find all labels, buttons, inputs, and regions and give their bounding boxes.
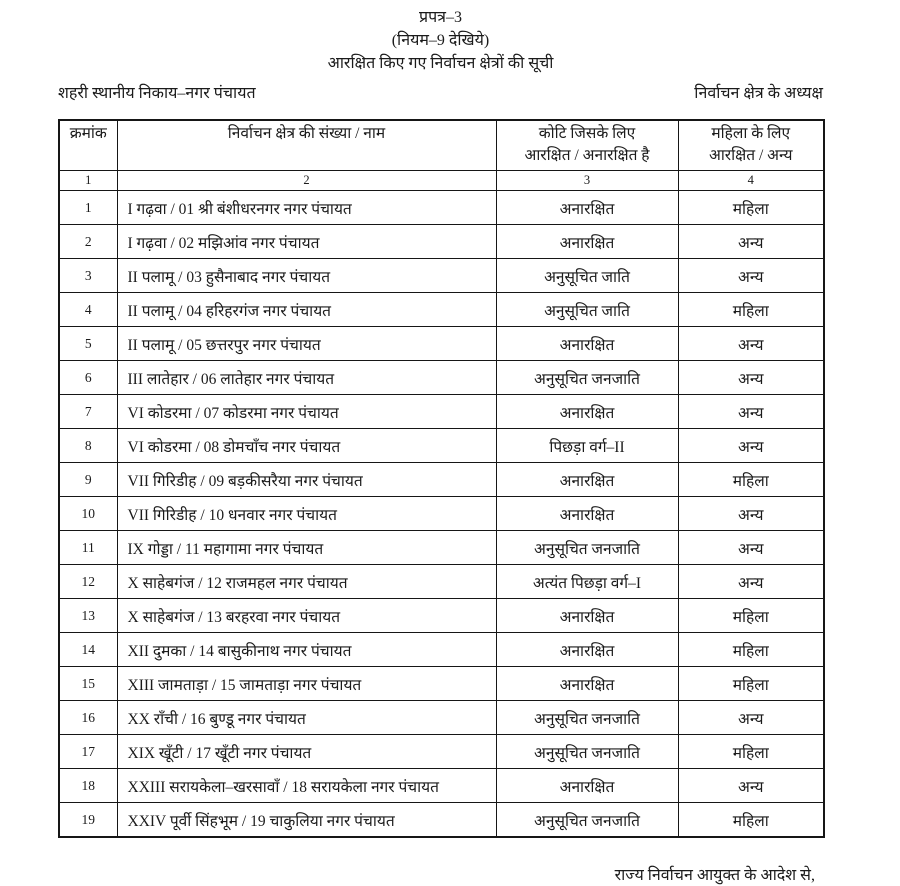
cell-serial: 18 xyxy=(59,769,117,803)
table-row xyxy=(59,769,824,803)
col-header-women-line2: आरक्षित / अन्य xyxy=(708,147,793,164)
document-title: आरक्षित किए गए निर्वाचन क्षेत्रों की सूची xyxy=(327,55,554,72)
cell-constituency: VI कोडरमा / 07 कोडरमा नगर पंचायत xyxy=(117,395,496,429)
cell-serial: 12 xyxy=(59,565,117,599)
cell-constituency: II पलामू / 04 हरिहरगंज नगर पंचायत xyxy=(117,293,496,327)
column-number-2: 2 xyxy=(117,171,496,191)
cell-category: अनारक्षित xyxy=(496,667,678,701)
cell-reservation: अन्य xyxy=(678,531,824,565)
cell-reservation: अन्य xyxy=(678,701,824,735)
cell-category: अनुसूचित जनजाति xyxy=(496,531,678,565)
cell-reservation: महिला xyxy=(678,633,824,667)
table-row xyxy=(59,497,824,531)
form-number: प्रपत्र–3 xyxy=(418,9,463,26)
cell-constituency: X साहेबगंज / 13 बरहरवा नगर पंचायत xyxy=(117,599,496,633)
col-header-category-line1: कोटि जिसके लिए xyxy=(538,125,636,142)
col-header-category xyxy=(496,120,678,171)
cell-category: अत्यंत पिछड़ा वर्ग–I xyxy=(496,565,678,599)
cell-serial: 11 xyxy=(59,531,117,565)
cell-serial: 1 xyxy=(59,191,117,225)
cell-reservation: अन्य xyxy=(678,259,824,293)
table-row xyxy=(59,531,824,565)
table-row xyxy=(59,191,824,225)
cell-serial: 6 xyxy=(59,361,117,395)
cell-category: अनुसूचित जनजाति xyxy=(496,701,678,735)
table-row xyxy=(59,701,824,735)
table-row xyxy=(59,599,824,633)
cell-reservation: अन्य xyxy=(678,497,824,531)
table-body xyxy=(59,191,824,838)
cell-reservation: अन्य xyxy=(678,361,824,395)
cell-category: अनुसूचित जनजाति xyxy=(496,735,678,769)
table-row xyxy=(59,633,824,667)
body-type-label: शहरी स्थानीय निकाय–नगर पंचायत xyxy=(58,85,256,102)
col-header-category-line2: आरक्षित / अनारक्षित है xyxy=(524,147,650,164)
cell-category: पिछड़ा वर्ग–II xyxy=(496,429,678,463)
table-row xyxy=(59,667,824,701)
subheader-row xyxy=(58,84,823,104)
cell-reservation: महिला xyxy=(678,463,824,497)
column-number-row xyxy=(59,171,824,191)
cell-serial: 13 xyxy=(59,599,117,633)
cell-constituency: XIII जामताड़ा / 15 जामताड़ा नगर पंचायत xyxy=(117,667,496,701)
chairperson-label: निर्वाचन क्षेत्र के अध्यक्ष xyxy=(694,85,823,102)
cell-constituency: VII गिरिडीह / 10 धनवार नगर पंचायत xyxy=(117,497,496,531)
cell-category: अनुसूचित जनजाति xyxy=(496,803,678,838)
cell-serial: 10 xyxy=(59,497,117,531)
cell-reservation: महिला xyxy=(678,667,824,701)
col-header-constituency xyxy=(117,120,496,171)
footer-order-line: राज्य निर्वाचन आयुक्त के आदेश से, xyxy=(614,867,815,884)
cell-constituency: XXIV पूर्वी सिंहभूम / 19 चाकुलिया नगर पंचायत xyxy=(117,803,496,838)
cell-category: अनारक्षित xyxy=(496,599,678,633)
table-row xyxy=(59,429,824,463)
table-row xyxy=(59,259,824,293)
column-number-3: 3 xyxy=(496,171,678,191)
cell-constituency: XIX खूँटी / 17 खूँटी नगर पंचायत xyxy=(117,735,496,769)
table-row xyxy=(59,395,824,429)
col-header-women xyxy=(678,120,824,171)
rule-reference: (नियम–9 देखिये) xyxy=(391,32,490,49)
cell-category: अनारक्षित xyxy=(496,395,678,429)
col-header-constituency-label: निर्वाचन क्षेत्र की संख्या / नाम xyxy=(227,125,386,142)
cell-category: अनारक्षित xyxy=(496,633,678,667)
cell-constituency: XX राँची / 16 बुण्डू नगर पंचायत xyxy=(117,701,496,735)
cell-constituency: IX गोड्डा / 11 महागामा नगर पंचायत xyxy=(117,531,496,565)
cell-category: अनुसूचित जाति xyxy=(496,259,678,293)
cell-serial: 9 xyxy=(59,463,117,497)
cell-serial: 15 xyxy=(59,667,117,701)
cell-serial: 16 xyxy=(59,701,117,735)
cell-constituency: II पलामू / 05 छत्तरपुर नगर पंचायत xyxy=(117,327,496,361)
cell-reservation: महिला xyxy=(678,803,824,838)
cell-category: अनुसूचित जाति xyxy=(496,293,678,327)
cell-category: अनारक्षित xyxy=(496,769,678,803)
cell-serial: 7 xyxy=(59,395,117,429)
cell-reservation: अन्य xyxy=(678,769,824,803)
cell-serial: 14 xyxy=(59,633,117,667)
column-number-1: 1 xyxy=(59,171,117,191)
cell-reservation: अन्य xyxy=(678,565,824,599)
cell-category: अनारक्षित xyxy=(496,497,678,531)
col-header-serial-label: क्रमांक xyxy=(69,125,107,142)
table-header xyxy=(59,120,824,191)
col-header-serial xyxy=(59,120,117,171)
cell-serial: 4 xyxy=(59,293,117,327)
table-row xyxy=(59,463,824,497)
cell-constituency: VI कोडरमा / 08 डोमचाँच नगर पंचायत xyxy=(117,429,496,463)
constituency-table xyxy=(58,119,825,838)
cell-constituency: II पलामू / 03 हुसैनाबाद नगर पंचायत xyxy=(117,259,496,293)
column-number-4: 4 xyxy=(678,171,824,191)
cell-reservation: महिला xyxy=(678,191,824,225)
table-row xyxy=(59,327,824,361)
table-row xyxy=(59,361,824,395)
cell-reservation: महिला xyxy=(678,735,824,769)
cell-reservation: महिला xyxy=(678,599,824,633)
table-row xyxy=(59,293,824,327)
cell-reservation: अन्य xyxy=(678,327,824,361)
cell-reservation: अन्य xyxy=(678,429,824,463)
table-row xyxy=(59,565,824,599)
cell-serial: 17 xyxy=(59,735,117,769)
cell-serial: 2 xyxy=(59,225,117,259)
cell-constituency: XXIII सरायकेला–खरसावाँ / 18 सरायकेला नगर पंचायत xyxy=(117,769,496,803)
cell-category: अनारक्षित xyxy=(496,327,678,361)
cell-constituency: I गढ़वा / 01 श्री बंशीधरनगर नगर पंचायत xyxy=(117,191,496,225)
cell-serial: 5 xyxy=(59,327,117,361)
header-row xyxy=(59,120,824,171)
cell-constituency: XII दुमका / 14 बासुकीनाथ नगर पंचायत xyxy=(117,633,496,667)
cell-serial: 3 xyxy=(59,259,117,293)
cell-category: अनारक्षित xyxy=(496,463,678,497)
cell-constituency: VII गिरिडीह / 09 बड़कीसरैया नगर पंचायत xyxy=(117,463,496,497)
table-row xyxy=(59,735,824,769)
cell-constituency: X साहेबगंज / 12 राजमहल नगर पंचायत xyxy=(117,565,496,599)
cell-serial: 8 xyxy=(59,429,117,463)
title-block xyxy=(58,6,823,75)
cell-reservation: अन्य xyxy=(678,395,824,429)
cell-category: अनुसूचित जनजाति xyxy=(496,361,678,395)
cell-constituency: III लातेहार / 06 लातेहार नगर पंचायत xyxy=(117,361,496,395)
cell-reservation: महिला xyxy=(678,293,824,327)
cell-serial: 19 xyxy=(59,803,117,838)
table-row xyxy=(59,225,824,259)
col-header-women-line1: महिला के लिए xyxy=(711,125,791,142)
cell-reservation: अन्य xyxy=(678,225,824,259)
cell-category: अनारक्षित xyxy=(496,191,678,225)
cell-constituency: I गढ़वा / 02 मझिआंव नगर पंचायत xyxy=(117,225,496,259)
cell-category: अनारक्षित xyxy=(496,225,678,259)
table-row xyxy=(59,803,824,838)
